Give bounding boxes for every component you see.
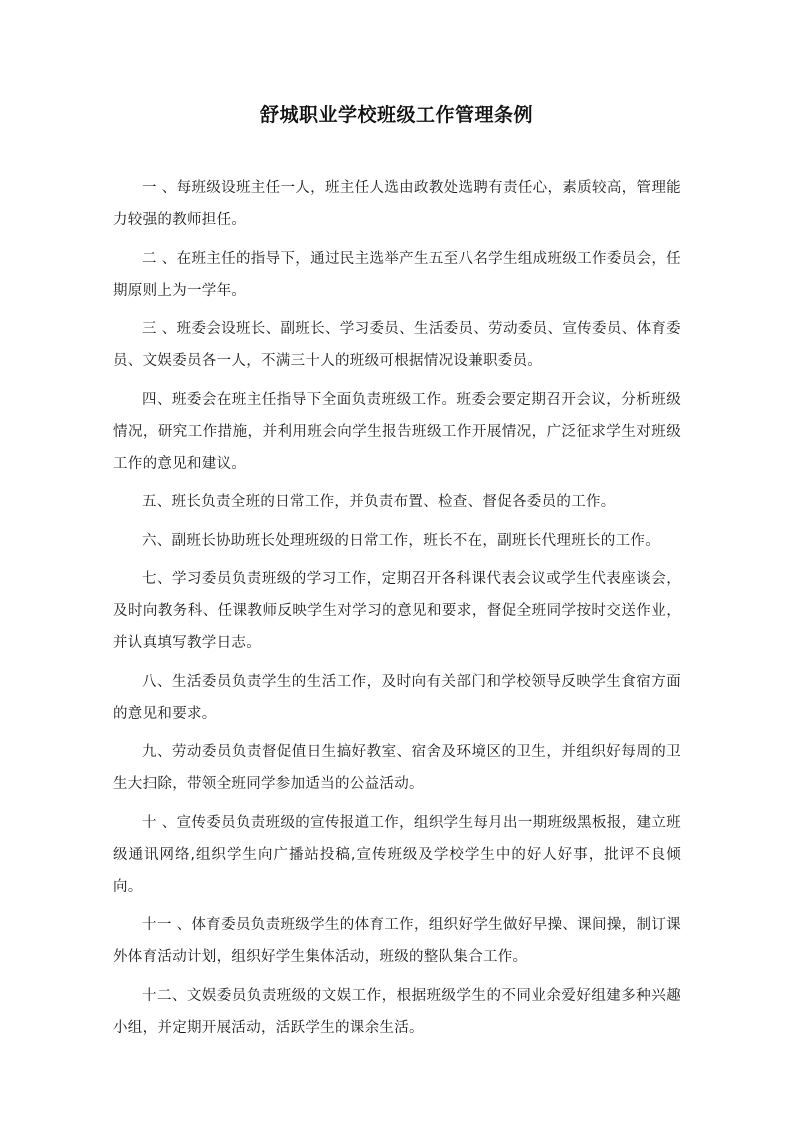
clause-paragraph: 四、班委会在班主任指导下全面负责班级工作。班委会要定期召开会议，分析班级情况，研究工作措施，并利用班会向学生报告班级工作开展情况，广泛征求学生对班级工作的意见和建议。 (113, 391, 681, 472)
clause-paragraph: 三 、班委会设班长、副班长、学习委员、生活委员、劳动委员、宣传委员、体育委员、文娱委员各一人，不满三十人的班级可根据情况设兼职委员。 (113, 321, 681, 369)
clause-paragraph: 七、学习委员负责班级的学习工作，定期召开各科课代表会议或学生代表座谈会，及时向教务科、任课教师反映学生对学习的意见和要求，督促全班同学按时交送作业，并认真填写教学日志。 (113, 571, 681, 651)
document-title: 舒城职业学校班级工作管理条例 (259, 104, 533, 126)
clause-paragraph: 九、劳动委员负责督促值日生搞好教室、宿舍及环境区的卫生，并组织好每周的卫生大扫除，带领全班同学参加适当的公益活动。 (113, 744, 681, 792)
clause-paragraph: 十一 、体育委员负责班级学生的体育工作，组织好学生做好早操、课间操，制订课外体育活动计划，组织好学生集体活动，班级的整队集合工作。 (113, 917, 681, 965)
clause-paragraph: 十 、宣传委员负责班级的宣传报道工作，组织学生每月出一期班级黑板报，建立班级通讯网络,组织学生向广播站投稿,宣传班级及学校学生中的好人好事，批评不良倾向。 (113, 814, 681, 895)
clause-paragraph: 八、生活委员负责学生的生活工作，及时向有关部门和学校领导反映学生食宿方面的意见和要求。 (113, 673, 681, 722)
clause-paragraph: 十二、文娱委员负责班级的文娱工作，根据班级学生的不同业余爱好组建多种兴趣小组，并定期开展活动，活跃学生的课余生活。 (113, 987, 681, 1036)
clause-paragraph: 五、班长负责全班的日常工作，并负责布置、检查、督促各委员的工作。 (142, 494, 616, 510)
document-body (113, 172, 681, 1050)
clause-paragraph: 一 、每班级设班主任一人，班主任人选由政教处选聘有责任心，素质较高，管理能力较强的教师担任。 (113, 180, 681, 228)
clause-paragraph: 六、副班长协助班长处理班级的日常工作，班长不在，副班长代理班长的工作。 (142, 532, 660, 549)
clause-paragraph: 二 、在班主任的指导下，通过民主选举产生五至八名学生组成班级工作委员会，任期原则上为一学年。 (113, 250, 681, 299)
